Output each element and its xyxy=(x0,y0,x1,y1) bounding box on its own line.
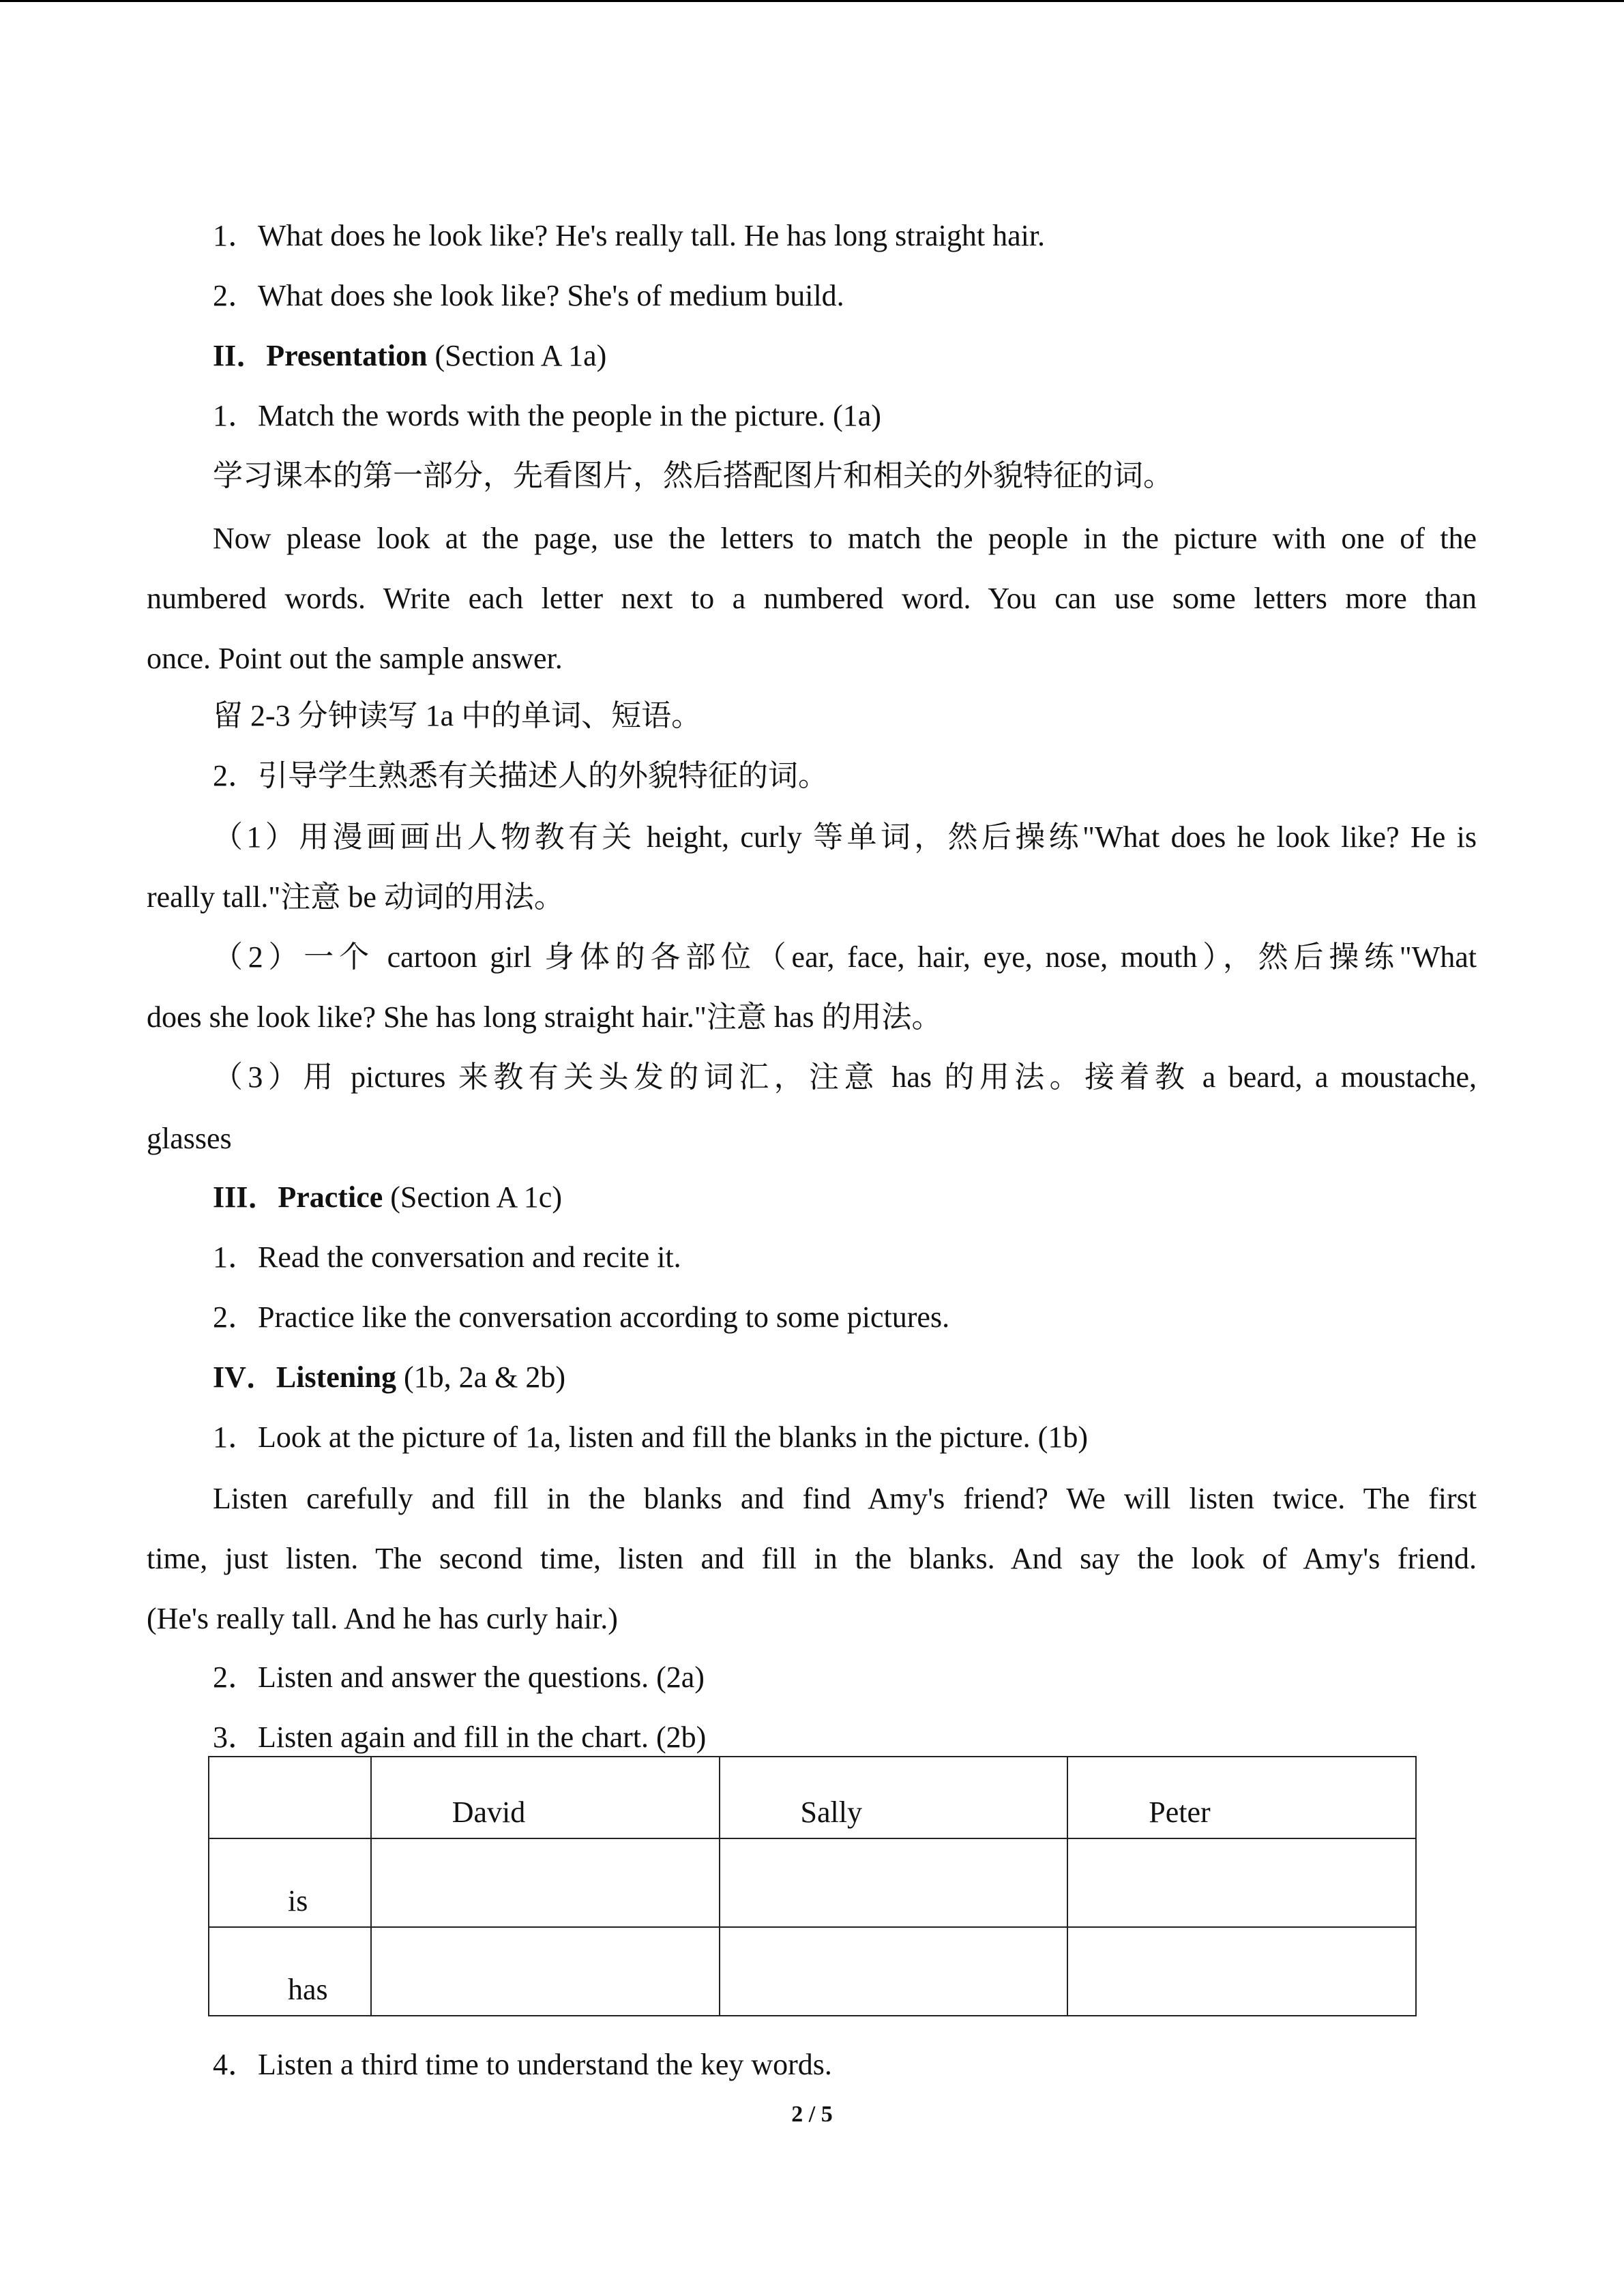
chart-row-label-has: has xyxy=(288,1973,328,2006)
top-border xyxy=(0,0,1624,2)
section-title: Listening xyxy=(276,1360,396,1394)
section-ref: (1b, 2a & 2b) xyxy=(396,1360,566,1394)
text-line: 2．Practice like the conversation according to some pictures. xyxy=(213,1300,950,1334)
listening-chart xyxy=(208,1756,1417,2016)
chart-blank-cell[interactable] xyxy=(1067,1927,1416,2016)
chart-header-cell xyxy=(371,1757,720,1838)
chart-blank-cell[interactable] xyxy=(720,1838,1068,1927)
paragraph-line: time, just listen. The second time, listen and fill in the blanks. And say the look of Amy's friend. xyxy=(147,1542,1477,1575)
paragraph-line: once. Point out the sample answer. xyxy=(147,642,563,675)
text-line: 3．Listen again and fill in the chart. (2b) xyxy=(213,1720,707,1754)
paragraph-line: Listen carefully and fill in the blanks and find Amy's friend? We will listen twice. The first xyxy=(213,1482,1477,1515)
chart-blank-cell[interactable] xyxy=(371,1927,720,2016)
chart-header-cell xyxy=(720,1757,1068,1838)
paragraph-line: （3）用 pictures 来教有关头发的词汇，注意 has 的用法。接着教 a beard, a moustache, xyxy=(213,1060,1477,1094)
paragraph-line: really tall."注意 be 动词的用法。 xyxy=(147,880,564,914)
section-ref: (Section A 1c) xyxy=(383,1180,562,1214)
chart-header-sally: Sally xyxy=(800,1795,862,1829)
page-number: 2 / 5 xyxy=(791,2102,833,2127)
text-line: 2．What does she look like? She's of medium build. xyxy=(213,279,844,312)
section-number: IV． xyxy=(213,1360,276,1394)
chart-header-peter: Peter xyxy=(1149,1795,1211,1829)
section-number: II． xyxy=(213,339,267,372)
paragraph-line: does she look like? She has long straight hair."注意 has 的用法。 xyxy=(147,1000,942,1034)
chart-row-label-is: is xyxy=(288,1884,308,1918)
text-line: 1．Match the words with the people in the picture. (1a) xyxy=(213,399,881,432)
paragraph-line: (He's really tall. And he has curly hair.) xyxy=(147,1602,618,1635)
section-heading xyxy=(213,1358,565,1397)
chart-row-label-cell xyxy=(209,1838,371,1927)
text-line: 1．What does he look like? He's really tall. He has long straight hair. xyxy=(213,219,1046,252)
text-line: 2．Listen and answer the questions. (2a) xyxy=(213,1660,705,1694)
section-number: III． xyxy=(213,1180,278,1214)
text-line: 学习课本的第一部分，先看图片，然后搭配图片和相关的外貌特征的词。 xyxy=(213,459,1173,492)
paragraph-line: （2）一个 cartoon girl 身体的各部位（ear, face, hair, eye, nose, mouth），然后操练"What xyxy=(213,940,1477,974)
chart-header-david: David xyxy=(452,1795,526,1829)
text-line: 留 2-3 分钟读写 1a 中的单词、短语。 xyxy=(213,699,702,732)
chart-row xyxy=(209,1838,1416,1927)
paragraph-line: glasses xyxy=(147,1122,232,1155)
text-line: 1．Look at the picture of 1a, listen and fill the blanks in the picture. (1b) xyxy=(213,1420,1088,1454)
chart-corner-cell xyxy=(209,1757,371,1838)
chart-header-cell xyxy=(1067,1757,1416,1838)
chart-row xyxy=(209,1927,1416,2016)
section-heading xyxy=(213,1178,562,1217)
text-line: 1．Read the conversation and recite it. xyxy=(213,1240,681,1274)
paragraph-line: （1）用漫画画出人物教有关 height, curly 等单词，然后操练"What does he look like? He is xyxy=(213,820,1477,854)
paragraph-line: Now please look at the page, use the letters to match the people in the picture with one of the xyxy=(213,522,1477,555)
chart-row-label-cell xyxy=(209,1927,371,2016)
chart-blank-cell[interactable] xyxy=(1067,1838,1416,1927)
text-line: 4．Listen a third time to understand the key words. xyxy=(213,2048,832,2081)
paragraph-line: numbered words. Write each letter next to a numbered word. You can use some letters more than xyxy=(147,582,1477,615)
section-title: Practice xyxy=(278,1180,383,1214)
chart-header-row xyxy=(209,1757,1416,1838)
chart-blank-cell[interactable] xyxy=(720,1927,1068,2016)
section-ref: (Section A 1a) xyxy=(427,339,607,372)
text-line: 2．引导学生熟悉有关描述人的外貌特征的词。 xyxy=(213,759,828,792)
chart-blank-cell[interactable] xyxy=(371,1838,720,1927)
section-heading xyxy=(213,337,606,375)
section-title: Presentation xyxy=(266,339,428,372)
